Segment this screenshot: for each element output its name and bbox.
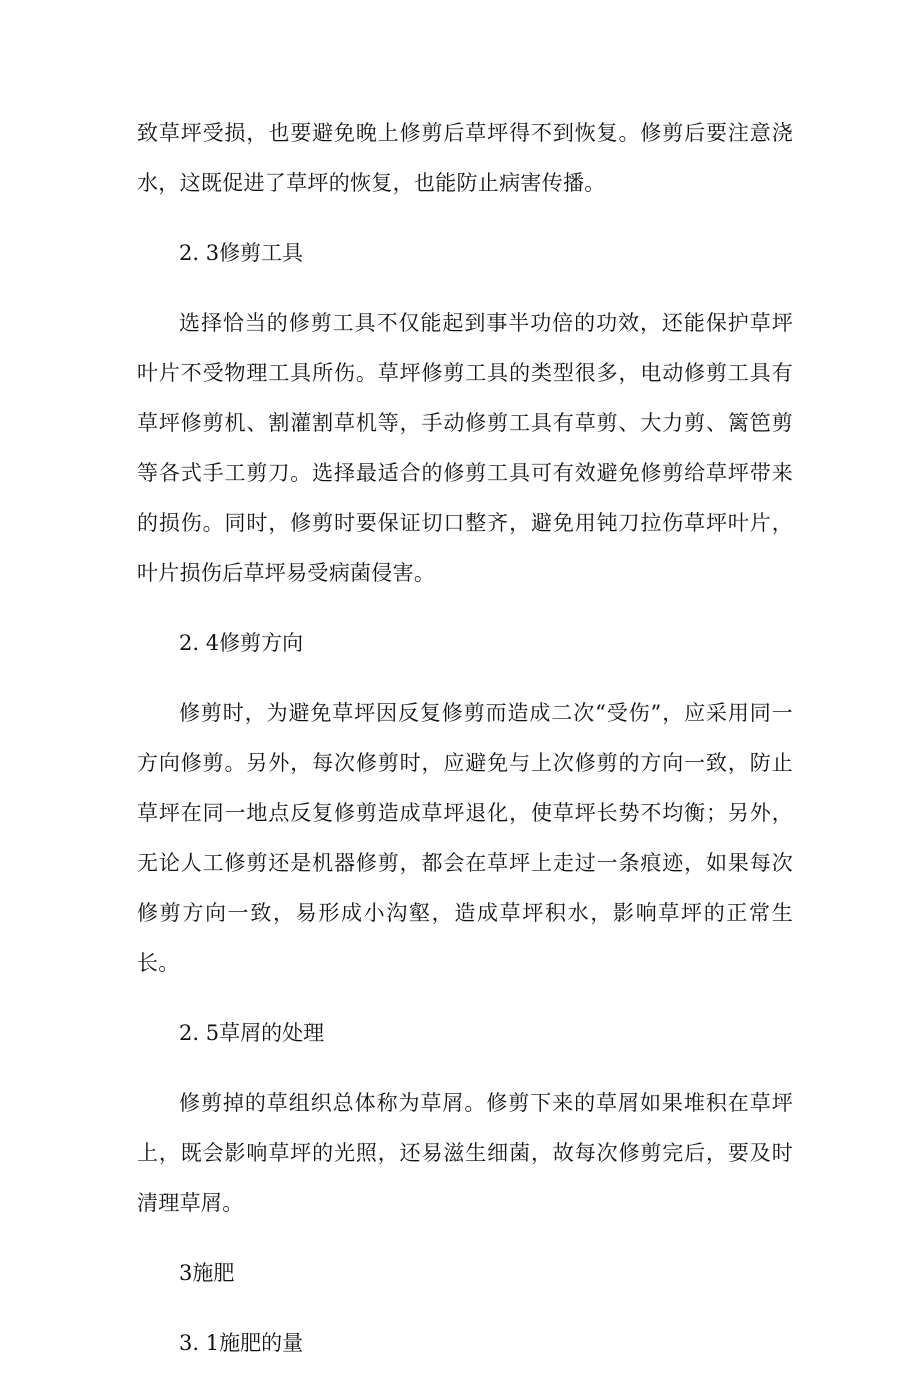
section-heading-2-5: 2. 5草屑的处理 [179,1021,325,1045]
section-heading-3: 3施肥 [179,1261,235,1285]
paragraph-continuation: 致草坪受损，也要避免晚上修剪后草坪得不到恢复。修剪后要注意浇水，这既促进了草坪的恢复，也能防止病害传播。 [137,121,793,195]
document-body [137,108,793,1388]
section-heading-2-4: 2. 4修剪方向 [179,631,304,655]
paragraph-mowing-tools: 选择恰当的修剪工具不仅能起到事半功倍的功效，还能保护草坪叶片不受物理工具所伤。草坪修剪工具的类型很多，电动修剪工具有草坪修剪机、割灌割草机等，手动修剪工具有草剪、大力剪、篱笆剪等各式手工剪刀。选择最适合的修剪工具可有效避免修剪给草坪带来的损伤。同时，修剪时要保证切口整齐，避免用钝刀拉伤草坪叶片，叶片损伤后草坪易受病菌侵害。 [137,311,793,585]
section-heading-3-1: 3. 1施肥的量 [179,1331,304,1355]
paragraph-mowing-direction: 修剪时，为避免草坪因反复修剪而造成二次“受伤”，应采用同一方向修剪。另外，每次修剪时，应避免与上次修剪的方向一致，防止草坪在同一地点反复修剪造成草坪退化，使草坪长势不均衡；另外，无论人工修剪还是机器修剪，都会在草坪上走过一条痕迹，如果每次修剪方向一致，易形成小沟壑，造成草坪积水，影响草坪的正常生长。 [137,701,793,975]
paragraph-clippings: 修剪掉的草组织总体称为草屑。修剪下来的草屑如果堆积在草坪上，既会影响草坪的光照，还易滋生细菌，故每次修剪完后，要及时清理草屑。 [137,1091,793,1215]
section-heading-2-3: 2. 3修剪工具 [179,241,304,265]
